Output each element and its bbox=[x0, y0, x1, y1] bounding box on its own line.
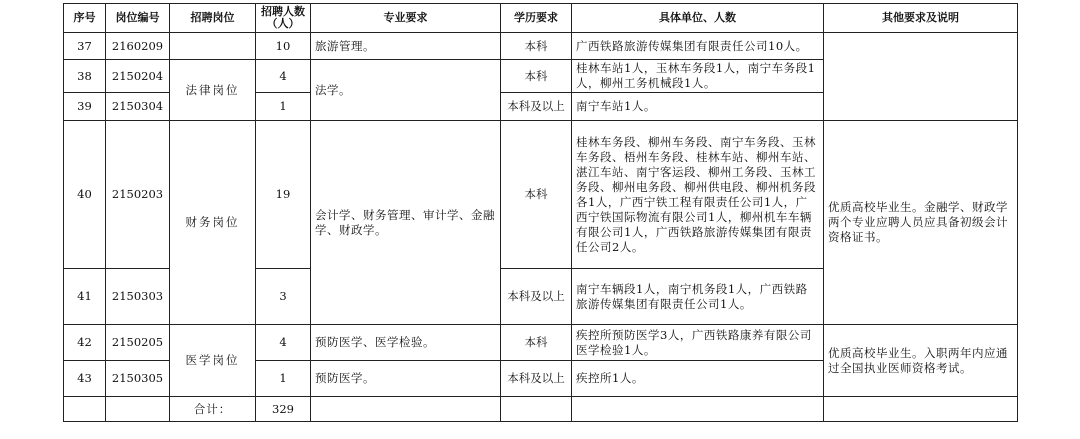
seq-cell: 43 bbox=[64, 361, 106, 397]
total-label: 合计： bbox=[170, 397, 256, 422]
table-row bbox=[64, 325, 1018, 361]
other-cell-finance: 优质高校毕业生。金融学、财政学两个专业应聘人员应具备初级会计资格证书。 bbox=[824, 121, 1018, 325]
count-cell: 10 bbox=[256, 33, 311, 60]
header-seq: 序号 bbox=[64, 4, 106, 33]
recruitment-table-container bbox=[63, 3, 1018, 422]
header-count: 招聘人数（人） bbox=[256, 4, 311, 33]
edu-cell: 本科及以上 bbox=[501, 93, 572, 121]
code-cell: 2150204 bbox=[106, 60, 170, 93]
total-empty-code bbox=[106, 397, 170, 422]
recruitment-table bbox=[63, 3, 1018, 422]
other-cell-medical: 优质高校毕业生。入职两年内应通过全国执业医师资格考试。 bbox=[824, 325, 1018, 397]
total-empty-major bbox=[311, 397, 501, 422]
header-code: 岗位编号 bbox=[106, 4, 170, 33]
table-row bbox=[64, 121, 1018, 269]
count-cell: 3 bbox=[256, 269, 311, 325]
unit-cell: 南宁车辆段1人，南宁机务段1人，广西铁路旅游传媒集团有限责任公司1人。 bbox=[572, 269, 824, 325]
count-cell: 1 bbox=[256, 361, 311, 397]
code-cell: 2150205 bbox=[106, 325, 170, 361]
edu-cell: 本科 bbox=[501, 60, 572, 93]
seq-cell: 39 bbox=[64, 93, 106, 121]
major-cell: 旅游管理。 bbox=[311, 33, 501, 60]
code-cell: 2160209 bbox=[106, 33, 170, 60]
post-cell-medical: 医学岗位 bbox=[170, 325, 256, 397]
total-empty-unit bbox=[572, 397, 824, 422]
edu-cell: 本科及以上 bbox=[501, 361, 572, 397]
major-cell: 预防医学、医学检验。 bbox=[311, 325, 501, 361]
edu-cell: 本科及以上 bbox=[501, 269, 572, 325]
unit-cell: 疾控所1人。 bbox=[572, 361, 824, 397]
header-major: 专业要求 bbox=[311, 4, 501, 33]
header-other: 其他要求及说明 bbox=[824, 4, 1018, 33]
seq-cell: 42 bbox=[64, 325, 106, 361]
post-cell-legal: 法律岗位 bbox=[170, 60, 256, 121]
post-cell bbox=[170, 33, 256, 60]
unit-cell: 疾控所预防医学3人，广西铁路康养有限公司医学检验1人。 bbox=[572, 325, 824, 361]
unit-cell: 南宁车站1人。 bbox=[572, 93, 824, 121]
count-cell: 1 bbox=[256, 93, 311, 121]
total-empty-seq bbox=[64, 397, 106, 422]
table-row bbox=[64, 33, 1018, 60]
code-cell: 2150305 bbox=[106, 361, 170, 397]
post-cell-finance: 财务岗位 bbox=[170, 121, 256, 325]
code-cell: 2150303 bbox=[106, 269, 170, 325]
seq-cell: 38 bbox=[64, 60, 106, 93]
total-empty-edu bbox=[501, 397, 572, 422]
seq-cell: 40 bbox=[64, 121, 106, 269]
major-cell: 预防医学。 bbox=[311, 361, 501, 397]
edu-cell: 本科 bbox=[501, 33, 572, 60]
header-row bbox=[64, 4, 1018, 33]
seq-cell: 41 bbox=[64, 269, 106, 325]
unit-cell: 广西铁路旅游传媒集团有限责任公司10人。 bbox=[572, 33, 824, 60]
count-cell: 19 bbox=[256, 121, 311, 269]
unit-cell: 桂林车务段、柳州车务段、南宁车务段、玉林车务段、梧州车务段、桂林车站、柳州车站、湛江车站、南宁客运段、柳州工务段、玉林工务段、柳州电务段、柳州供电段、柳州机务段各1人，广西宁铁工程有限责任公司1人，广西宁铁国际物流有限公司1人，柳州机车车辆有限公司1人，广西铁路旅游传媒集团有限责任公司2人。 bbox=[572, 121, 824, 269]
edu-cell: 本科 bbox=[501, 325, 572, 361]
edu-cell: 本科 bbox=[501, 121, 572, 269]
count-cell: 4 bbox=[256, 325, 311, 361]
total-empty-other bbox=[824, 397, 1018, 422]
major-cell-legal: 法学。 bbox=[311, 60, 501, 121]
code-cell: 2150203 bbox=[106, 121, 170, 269]
seq-cell: 37 bbox=[64, 33, 106, 60]
header-post: 招聘岗位 bbox=[170, 4, 256, 33]
code-cell: 2150304 bbox=[106, 93, 170, 121]
unit-cell: 桂林车站1人，玉林车务段1人，南宁车务段1人，柳州工务机械段1人。 bbox=[572, 60, 824, 93]
major-cell-finance: 会计学、财务管理、审计学、金融学、财政学。 bbox=[311, 121, 501, 325]
total-row bbox=[64, 397, 1018, 422]
count-cell: 4 bbox=[256, 60, 311, 93]
header-edu: 学历要求 bbox=[501, 4, 572, 33]
other-cell bbox=[824, 33, 1018, 121]
header-unit: 具体单位、人数 bbox=[572, 4, 824, 33]
total-value: 329 bbox=[256, 397, 311, 422]
